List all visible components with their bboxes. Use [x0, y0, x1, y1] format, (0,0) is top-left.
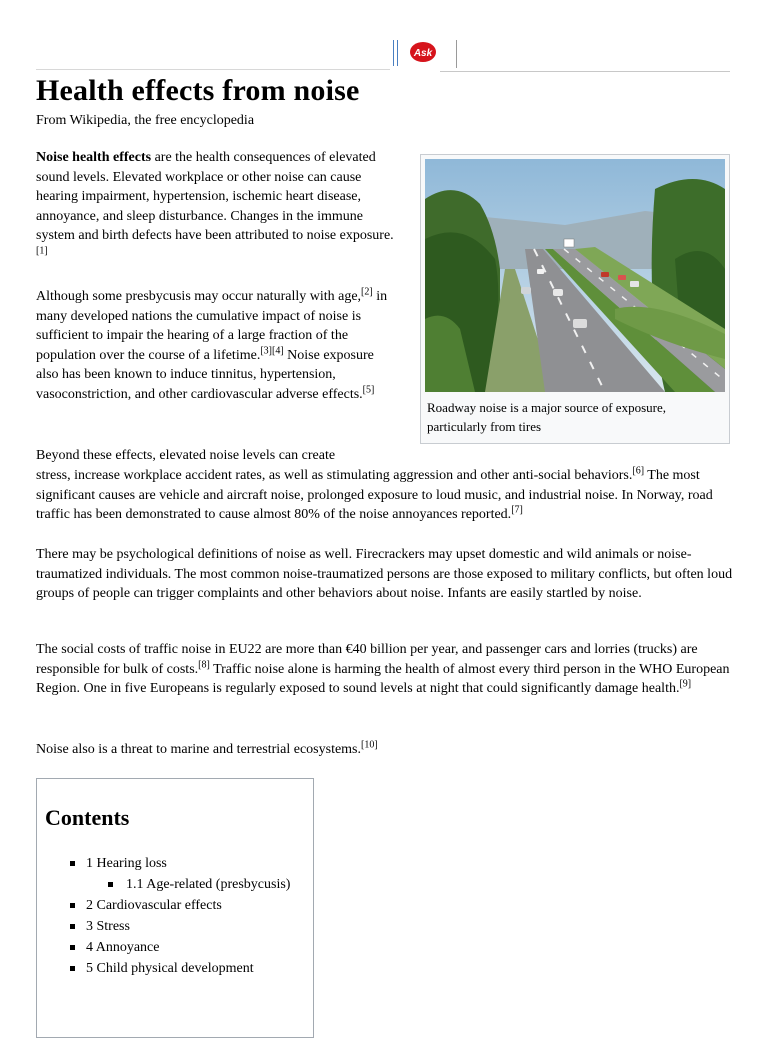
ask-logo-text: Ask	[413, 48, 433, 59]
ask-logo-icon[interactable]	[409, 41, 437, 63]
citation-link[interactable]: [8]	[198, 658, 210, 670]
p3-text-a: stress, increase workplace accident rates, as well as stimulating aggression and other anti-social behaviors.	[36, 468, 633, 483]
toolbar-divider-right	[440, 71, 730, 72]
figure-caption: Roadway noise is a major source of exposure, particularly from tires	[427, 400, 666, 434]
p2-text-c: Noise exposure also has been known to induce tinnitus, hypertension, vasoconstriction, and other cardiovascular adverse effects.	[36, 347, 374, 402]
citation-link[interactable]: [3][4]	[260, 344, 284, 356]
toc-item-age-related[interactable]: 1.1 Age-related (presbycusis)	[37, 874, 313, 895]
citation-link[interactable]: [5]	[362, 383, 375, 395]
intro-paragraph	[36, 148, 396, 265]
toolbar-marker	[393, 40, 398, 66]
toc-title: Contents	[45, 805, 130, 830]
toc-list	[37, 853, 313, 979]
toc-item-hearing-loss[interactable]: 1 Hearing loss	[37, 853, 313, 874]
stress-paragraph	[36, 466, 736, 525]
toc-item-annoyance[interactable]: 4 Annoyance	[37, 937, 313, 958]
p5-text-a: The social costs of traffic noise in EU22 are more than €40 billion per year, and passenger cars and lorries (trucks) are responsible for bulk of costs.	[36, 642, 698, 677]
citation-link[interactable]: [2]	[361, 286, 373, 298]
p2-text-a: Although some presbycusis may occur naturally with age,	[36, 289, 362, 304]
toc-item-stress[interactable]: 3 Stress	[37, 916, 313, 937]
citation-link[interactable]: [1]	[36, 244, 48, 256]
social-costs-paragraph	[36, 640, 736, 699]
highway-photo[interactable]	[425, 159, 725, 392]
toc-item-cardiovascular[interactable]: 2 Cardiovascular effects	[37, 895, 313, 916]
p3-text-b: The most significant causes are vehicle and aircraft noise, prolonged exposure to loud music, and industrial noise. In Norway, road traffic has been demonstrated to cause almost 80% of the noise annoyances reported.	[36, 468, 713, 522]
toolbar-separator	[456, 40, 457, 68]
roadway-figure	[420, 154, 730, 444]
p1-text: are the health consequences of elevated sound levels. Elevated workplace or other noise can cause hearing impairment, hypertension, ischemic heart disease, annoyance, and sleep disturbance. Changes in the immune system and birth defects have been attributed to noise exposure.	[36, 150, 394, 243]
psychological-paragraph: There may be psychological definitions of noise as well. Firecrackers may upset domestic and wild animals or noise-traumatized individuals. The most common noise-traumatized persons are those exposed to military conflicts, but often loud groups of people can trigger complaints and other behaviors about noise. Infants are easily startled by noise.	[36, 547, 733, 601]
p2-text-b: in many developed nations the cumulative impact of noise is sufficient to impair the hearing of a large fraction of the population over the course of a lifetime.	[36, 289, 388, 363]
citation-link[interactable]: [7]	[511, 504, 523, 516]
intro-bold-term: Noise health effects	[36, 150, 152, 165]
citation-link[interactable]: [10]	[361, 739, 378, 751]
beyond-line: Beyond these effects, elevated noise levels can create	[36, 448, 336, 463]
p5-text-b: Traffic noise alone is harming the health of almost every third person in the WHO European Region. One in five Europeans is regularly exposed to sound levels at night that could significantly damage health.	[36, 661, 730, 696]
citation-link[interactable]: [9]	[679, 678, 692, 690]
ecosystems-paragraph	[36, 740, 736, 760]
browser-toolbar	[0, 0, 768, 72]
citation-link[interactable]: [6]	[632, 465, 645, 477]
page-tagline: From Wikipedia, the free encyclopedia	[36, 113, 255, 128]
table-of-contents	[36, 778, 314, 1038]
toolbar-divider	[36, 69, 390, 70]
presbycusis-paragraph	[36, 287, 396, 404]
toc-item-child-development[interactable]: 5 Child physical development	[37, 958, 313, 979]
p6-text: Noise also is a threat to marine and terrestrial ecosystems.	[36, 742, 362, 757]
page-title: Health effects from noise	[36, 74, 360, 107]
